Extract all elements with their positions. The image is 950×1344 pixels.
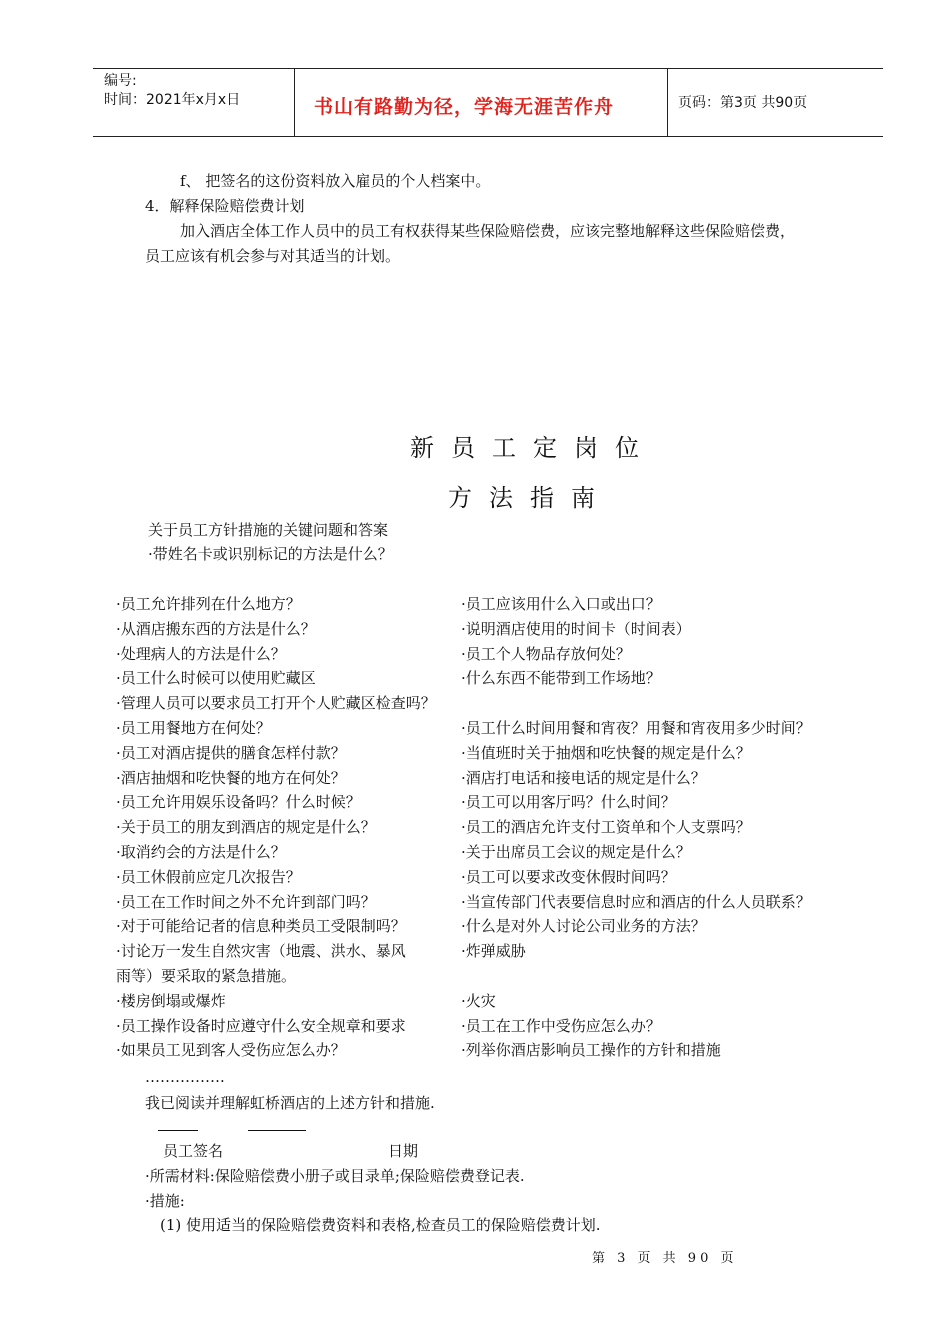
header-divider — [294, 69, 295, 136]
paragraph-line-2: 员工应该有机会参与对其适当的计划。 — [145, 247, 401, 265]
question-item: ·火灾 — [461, 992, 496, 1010]
item-f: f、 把签名的这份资料放入雇员的个人档案中。 — [180, 172, 491, 190]
serial-label: 编号: — [104, 73, 137, 89]
materials-line: ·所需材料:保险赔偿费小册子或目录单;保险赔偿费登记表. — [145, 1167, 525, 1185]
header-page-label: 页码：第3页 共90页 — [678, 95, 808, 111]
question-item: ·员工在工作时间之外不允许到部门吗？ — [116, 893, 376, 911]
signature-line — [158, 1130, 198, 1131]
question-item: ·员工在工作中受伤应怎么办？ — [461, 1017, 661, 1035]
ellipsis-dots: ……………. — [145, 1068, 225, 1086]
header-motto: 书山有路勤为径，学海无涯苦作舟 — [314, 96, 615, 118]
question-item: ·取消约会的方法是什么？ — [116, 843, 286, 861]
question-item: ·员工什么时候可以使用贮藏区 — [116, 669, 316, 687]
question-item: ·讨论万一发生自然灾害（地震、洪水、暴风 — [116, 942, 406, 960]
question-item: ·从酒店搬东西的方法是什么？ — [116, 620, 316, 638]
question-item: ·员工应该用什么入口或出口？ — [461, 595, 661, 613]
question-item: ·如果员工见到客人受伤应怎么办？ — [116, 1041, 346, 1059]
acknowledgement-statement: 我已阅读并理解虹桥酒店的上述方针和措施. — [145, 1094, 435, 1112]
question-item: ·员工操作设备时应遵守什么安全规章和要求 — [116, 1017, 406, 1035]
paragraph-line-1: 加入酒店全体工作人员中的员工有权获得某些保险赔偿费，应该完整地解释这些保险赔偿费， — [180, 222, 796, 240]
signature-label: 员工签名 — [163, 1142, 224, 1160]
intro-heading: 关于员工方针措施的关键问题和答案 — [148, 521, 389, 539]
question-item: ·管理人员可以要求员工打开个人贮藏区检查吗？ — [116, 694, 436, 712]
page-footer: 第 3 页 共 90 页 — [592, 1251, 738, 1266]
question-item: ·酒店抽烟和吃快餐的地方在何处？ — [116, 769, 346, 787]
intro-first-question: ·带姓名卡或识别标记的方法是什么？ — [148, 545, 393, 563]
question-item: ·当值班时关于抽烟和吃快餐的规定是什么？ — [461, 744, 751, 762]
question-item: ·酒店打电话和接电话的规定是什么？ — [461, 769, 706, 787]
section-4-heading: 4．解释保险赔偿费计划 — [145, 197, 305, 215]
question-item: ·什么是对外人讨论公司业务的方法？ — [461, 917, 706, 935]
question-item: ·什么东西不能带到工作场地？ — [461, 669, 661, 687]
header-divider — [667, 69, 668, 136]
measures-label: ·措施: — [145, 1192, 185, 1210]
question-item: ·炸弹威胁 — [461, 942, 526, 960]
question-item: ·员工休假前应定几次报告？ — [116, 868, 301, 886]
time-label: 时间：2021年x月x日 — [104, 92, 241, 108]
question-item: ·员工可以用客厅吗？什么时间？ — [461, 793, 676, 811]
question-item: ·员工对酒店提供的膳食怎样付款？ — [116, 744, 346, 762]
question-item: ·列举你酒店影响员工操作的方针和措施 — [461, 1041, 721, 1059]
question-item: ·员工什么时间用餐和宵夜？用餐和宵夜用多少时间？ — [461, 719, 811, 737]
question-item: ·员工可以要求改变休假时间吗？ — [461, 868, 676, 886]
question-item: ·关于出席员工会议的规定是什么？ — [461, 843, 691, 861]
title-line-1: 新员工定岗位 — [410, 434, 656, 462]
question-item: ·对于可能给记者的信息种类员工受限制吗？ — [116, 917, 406, 935]
question-item: ·当宣传部门代表要信息时应和酒店的什么人员联系？ — [461, 893, 811, 911]
question-item: ·员工允许排列在什么地方？ — [116, 595, 301, 613]
question-item: ·员工的酒店允许支付工资单和个人支票吗？ — [461, 818, 751, 836]
date-label: 日期 — [388, 1142, 419, 1160]
question-item: ·关于员工的朋友到酒店的规定是什么？ — [116, 818, 376, 836]
question-item: ·员工个人物品存放何处？ — [461, 645, 631, 663]
title-line-2: 方法指南 — [448, 484, 612, 512]
question-item: ·员工用餐地方在何处？ — [116, 719, 271, 737]
date-line — [248, 1130, 306, 1131]
question-item: ·说明酒店使用的时间卡（时间表） — [461, 620, 691, 638]
step-1: (1) 使用适当的保险赔偿费资料和表格,检查员工的保险赔偿费计划. — [160, 1216, 601, 1234]
question-item: ·楼房倒塌或爆炸 — [116, 992, 226, 1010]
question-item: ·处理病人的方法是什么？ — [116, 645, 286, 663]
question-item: ·员工允许用娱乐设备吗？什么时候？ — [116, 793, 361, 811]
question-item: 雨等）要采取的紧急措施。 — [116, 967, 297, 985]
